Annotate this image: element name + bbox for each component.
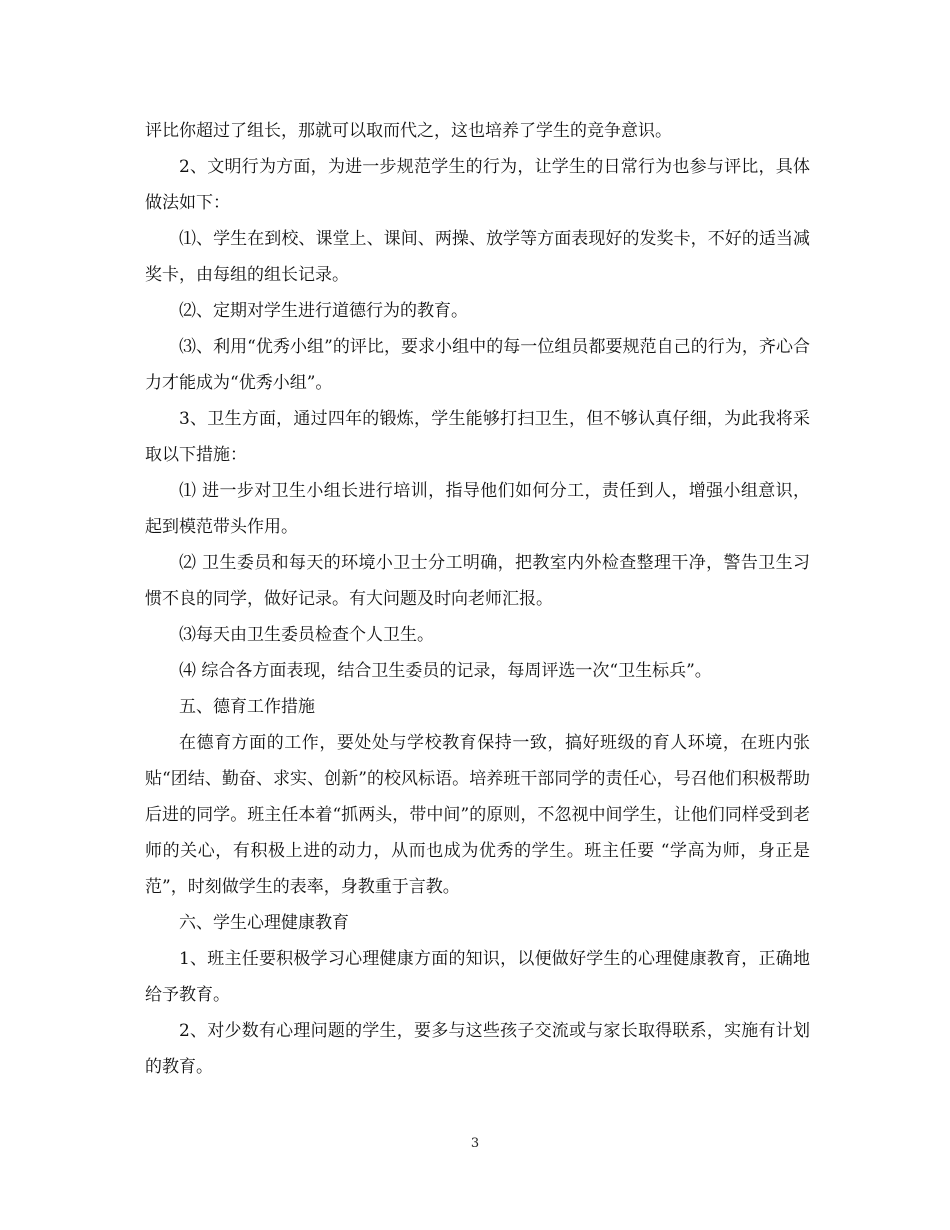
document-body <box>145 113 810 1085</box>
paragraph-civil-behavior: 2、文明行为方面，为进一步规范学生的行为，让学生的日常行为也参与评比，具体做法如下： <box>145 157 810 213</box>
paragraph-moral-education: 在德育方面的工作，要处处与学校教育保持一致，搞好班级的育人环境，在班内张贴“团结、勤奋、求实、创新”的校风标语。培养班干部同学的责任心，号召他们积极帮助后进的同学。班主任本着“抓两头，带中间”的原则，不忽视中间学生，让他们同样受到老师的关心，有积极上进的动力，从而也成为优秀的学生。班主任要 “学高为师，身正是范”，时刻做学生的表率，身教重于言教。 <box>145 733 810 897</box>
paragraph-hygiene-item-1: ⑴ 进一步对卫生小组长进行培训，指导他们如何分工，责任到人，增强小组意识，起到模范带头作用。 <box>145 481 810 537</box>
paragraph-item-2: ⑵、定期对学生进行道德行为的教育。 <box>179 301 468 321</box>
paragraph-item-1: ⑴、学生在到校、课堂上、课间、两操、放学等方面表现好的发奖卡，不好的适当减奖卡，由每组的组长记录。 <box>145 229 810 285</box>
paragraph-hygiene-item-3: ⑶每天由卫生委员检查个人卫生。 <box>179 625 434 645</box>
section-heading-mental-health: 六、学生心理健康教育 <box>179 913 349 933</box>
section-heading-moral-education: 五、德育工作措施 <box>179 697 315 717</box>
paragraph-mental-health-1: 1、班主任要积极学习心理健康方面的知识，以便做好学生的心理健康教育，正确地给予教育。 <box>145 949 810 1005</box>
paragraph-item-3: ⑶、利用“优秀小组”的评比，要求小组中的每一位组员都要规范自己的行为，齐心合力才能成为“优秀小组”。 <box>145 337 810 393</box>
paragraph-hygiene: 3、卫生方面，通过四年的锻炼，学生能够打扫卫生，但不够认真仔细，为此我将采取以下措施： <box>145 409 810 465</box>
paragraph-hygiene-item-4: ⑷ 综合各方面表现，结合卫生委员的记录，每周评选一次“卫生标兵”。 <box>179 661 712 681</box>
paragraph-mental-health-2: 2、对少数有心理问题的学生，要多与这些孩子交流或与家长取得联系，实施有计划的教育。 <box>145 1021 810 1077</box>
page-number: 3 <box>470 1136 480 1151</box>
paragraph-hygiene-item-2: ⑵ 卫生委员和每天的环境小卫士分工明确，把教室内外检查整理干净，警告卫生习惯不良的同学，做好记录。有大问题及时向老师汇报。 <box>145 553 810 609</box>
paragraph-continuation: 评比你超过了组长，那就可以取而代之，这也培养了学生的竞争意识。 <box>145 121 672 141</box>
